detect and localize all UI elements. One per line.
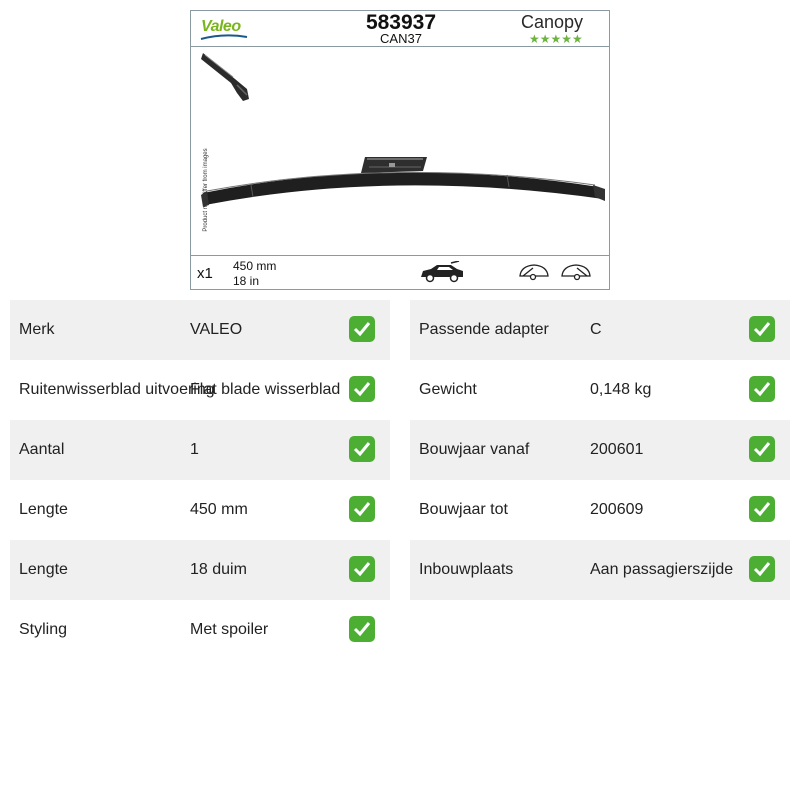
- windshield-left-icon: [517, 262, 551, 282]
- check-icon: [749, 376, 775, 402]
- windshield-right-icon: [559, 262, 593, 282]
- spec-row: [410, 300, 790, 360]
- product-card-footer: [191, 255, 609, 290]
- spec-row: [410, 360, 790, 420]
- spec-label: Gewicht: [419, 381, 477, 398]
- spec-row: [410, 480, 790, 540]
- spec-row: [10, 540, 390, 600]
- spec-value: 0,148 kg: [590, 381, 652, 398]
- spec-value: Flat blade wisserblad: [190, 381, 341, 398]
- product-length-in: 18 in: [233, 274, 260, 288]
- check-icon: [749, 436, 775, 462]
- spec-row: [10, 360, 390, 420]
- series-logo: [517, 12, 601, 46]
- spec-label: Lengte: [19, 501, 68, 518]
- spec-value: 450 mm: [190, 501, 248, 518]
- part-number: 583937: [365, 11, 437, 34]
- check-icon: [349, 496, 375, 522]
- spec-table-right: [410, 300, 790, 600]
- spec-row: [410, 420, 790, 480]
- spec-label: Aantal: [19, 441, 65, 458]
- spec-value: 18 duim: [190, 561, 247, 578]
- check-icon: [349, 556, 375, 582]
- check-icon: [349, 376, 375, 402]
- wiper-blade-main: [201, 157, 605, 207]
- product-card-header: [191, 11, 609, 47]
- spec-label: Bouwjaar vanaf: [419, 441, 530, 458]
- spec-value: 200609: [590, 501, 644, 518]
- spec-value: Aan passagierszijde: [590, 561, 734, 578]
- check-icon: [349, 616, 375, 642]
- image-disclaimer: Product may differ from images: [203, 148, 209, 232]
- brand-name: Valeo: [201, 18, 241, 35]
- spec-value: Met spoiler: [190, 621, 269, 638]
- spec-table-left: [10, 300, 390, 660]
- brand-swoosh-icon: [199, 33, 249, 41]
- product-image: [191, 47, 609, 255]
- rating-stars-icon: ★★★★★: [529, 32, 583, 46]
- wiper-endcap-detail: [201, 53, 249, 101]
- check-icon: [349, 436, 375, 462]
- spec-label: Lengte: [19, 561, 68, 578]
- spec-label: Styling: [19, 621, 68, 638]
- brand-logo: [199, 15, 259, 43]
- spec-row: [10, 300, 390, 360]
- product-quantity: x1: [197, 265, 213, 282]
- product-card: [190, 10, 610, 290]
- product-length-mm: 450 mm: [233, 259, 277, 273]
- spec-label: Bouwjaar tot: [419, 501, 508, 518]
- check-icon: [749, 316, 775, 342]
- check-icon: [349, 316, 375, 342]
- part-code: CAN37: [380, 31, 422, 46]
- spec-row: [10, 480, 390, 540]
- spec-value: 1: [190, 441, 199, 458]
- spec-value: C: [590, 321, 602, 338]
- check-icon: [749, 496, 775, 522]
- spec-label: Passende adapter: [419, 321, 549, 338]
- spec-row: [410, 540, 790, 600]
- spec-label: Merk: [19, 321, 55, 338]
- spec-value: VALEO: [190, 321, 243, 338]
- car-front-icon: [417, 261, 467, 283]
- spec-row: [10, 420, 390, 480]
- spec-value: 200601: [590, 441, 644, 458]
- spec-row: [10, 600, 390, 660]
- spec-label: Ruitenwisserblad uitvoering: [19, 381, 215, 398]
- wiper-blade-image: [191, 47, 609, 255]
- spec-label: Inbouwplaats: [419, 561, 514, 578]
- series-name: Canopy: [521, 12, 584, 32]
- check-icon: [749, 556, 775, 582]
